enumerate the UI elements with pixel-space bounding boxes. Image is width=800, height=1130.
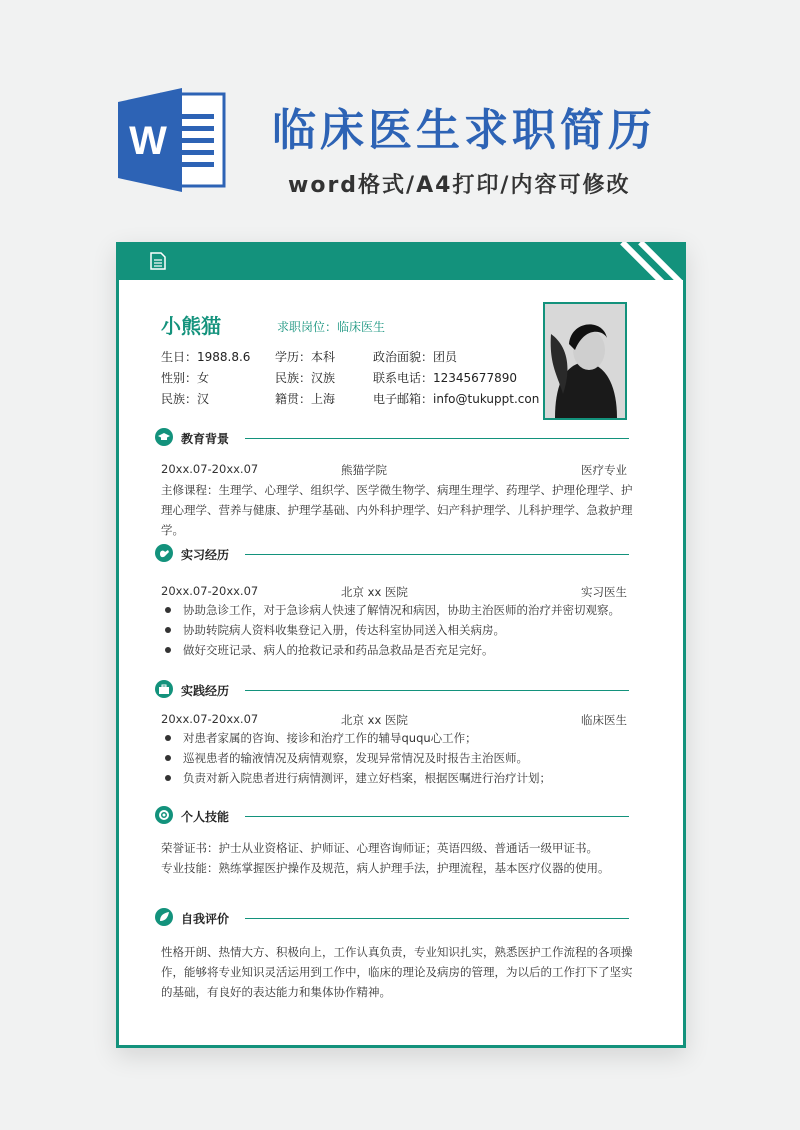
section-internship <box>155 544 629 564</box>
section-skills <box>155 806 629 826</box>
leaf-icon <box>155 908 173 926</box>
info-birthday: 生日：1988.8.6 <box>161 350 251 364</box>
section-education <box>155 428 629 448</box>
info-ethnicity-2: 民族：汉 <box>161 392 210 406</box>
info-phone: 联系电话：12345677890 <box>373 371 517 385</box>
section-title: 自我评价 <box>181 912 230 926</box>
section-practice <box>155 680 629 700</box>
self-evaluation-text: 性格开朗、热情大方、积极向上，工作认真负责，专业知识扎实，熟悉医护工作流程的各项操作，能够将专业知识灵活运用到工作中，临床的理论及病房的管理，为以后的工作打下了坚实的基础，有良好的表达能力和集体协作精神。 <box>161 945 633 999</box>
row-role: 医疗专业 <box>581 463 627 477</box>
skills-certificates: 荣誉证书：护士从业资格证、护师证、心理咨询师证；英语四级、普通话一级甲证书。 <box>161 841 598 855</box>
section-divider <box>245 918 629 919</box>
row-role: 实习医生 <box>581 585 627 599</box>
section-title: 个人技能 <box>181 810 230 824</box>
row-date: 20xx.07-20xx.07 <box>161 462 259 476</box>
row-org: 北京 xx 医院 <box>341 585 408 599</box>
svg-text:W: W <box>129 119 167 163</box>
info-hometown: 籍贯：上海 <box>275 392 336 406</box>
hand-icon <box>155 544 173 562</box>
briefcase-icon <box>155 680 173 698</box>
section-divider <box>245 690 629 691</box>
info-email: 电子邮箱：info@tukuppt.con <box>373 392 540 406</box>
info-gender: 性别：女 <box>161 371 210 385</box>
profile-photo <box>543 302 627 420</box>
internship-row <box>161 584 627 600</box>
row-role: 临床医生 <box>581 713 627 727</box>
section-divider <box>245 816 629 817</box>
section-divider <box>245 554 629 555</box>
section-self-evaluation <box>155 908 629 928</box>
section-divider <box>245 438 629 439</box>
info-education: 学历：本科 <box>275 350 336 364</box>
document-icon <box>150 252 166 270</box>
graduation-cap-icon <box>155 428 173 446</box>
section-title: 实习经历 <box>181 548 230 562</box>
resume-page: 小熊猫 求职岗位：临床医生 生日：1988.8.6 学历：本科 政治面貌：团员 性别：女 民族：汉族 联系电话：12345677890 民族：汉 籍贯：上海 电子邮箱：info@tukuppt.con 教育背景 20xx.07-20xx.07 熊猫学院 医疗专业 主修课程：生理学、心理学、组织学、医学微生物学、病理生理学、药理学、护理伦理学、护理心理学、营养与健康、护理学基础、内外科护理学、妇产科护理学、儿科护理学、急救护理学。 实习经历 20xx.07-20xx.07 北京 xx 医院 实习医生 协助急诊工作，对于急诊病人快速了解情况和病因，协助主治医师的治疗并密切观察。 协助转院病人资料收集登记入册，传达科室协同送入相关病房。 做好交班记录、病人的抢救记录和药品急救品是否充足完好。 实践经历 20xx.07-20xx.07 北京 xx 医院 临床医生 对患者家属的咨询、接诊和治疗工作的辅导ququ心工作； 巡视患者的输液情况及病情观察，发现异常情况及时报告主治医师。 负责对新入院患者进行病情测评，建立好档案，根据医嘱进行治疗计划； 个人技能 荣誉证书：护士从业资格证、护师证、心理咨询师证；英语四级、普通话一级甲证书。 专业技能：熟练掌握医护操作及规范，病人护理手法，护理流程，基本医疗仪器的使用。 自我评价 性格开朗、热情大方、积极向上，工作认真负责，专业知识扎实，熟悉医护工作流程的各项操作，能够将专业知识灵活运用到工作中，临床的理论及病房的管理，为以后的工作打下了坚实的基础，有良好的表达能力和集体协作精神。 <box>116 242 686 1048</box>
education-row <box>161 462 627 478</box>
row-date: 20xx.07-20xx.07 <box>161 712 259 726</box>
row-org: 北京 xx 医院 <box>341 713 408 727</box>
skills-professional: 专业技能：熟练掌握医护操作及规范，病人护理手法，护理流程，基本医疗仪器的使用。 <box>161 861 610 875</box>
practice-row <box>161 712 627 728</box>
word-document-icon <box>118 88 228 192</box>
banner-title: 临床医生求职简历 <box>272 105 656 156</box>
banner-subtitle: word格式/A4打印/内容可修改 <box>288 173 631 198</box>
section-title: 教育背景 <box>181 432 230 446</box>
row-org: 熊猫学院 <box>341 463 387 477</box>
info-ethnicity: 民族：汉族 <box>275 371 336 385</box>
info-political: 政治面貌：团员 <box>373 350 458 364</box>
section-title: 实践经历 <box>181 684 230 698</box>
candidate-name: 小熊猫 <box>161 314 221 338</box>
education-courses: 主修课程：生理学、心理学、组织学、医学微生物学、病理生理学、药理学、护理伦理学、护理心理学、营养与健康、护理学基础、内外科护理学、妇产科护理学、儿科护理学、急救护理学。 <box>161 483 633 537</box>
job-position: 求职岗位：临床医生 <box>277 320 386 334</box>
resume-top-bar <box>116 242 686 280</box>
row-date: 20xx.07-20xx.07 <box>161 584 259 598</box>
gear-icon <box>155 806 173 824</box>
